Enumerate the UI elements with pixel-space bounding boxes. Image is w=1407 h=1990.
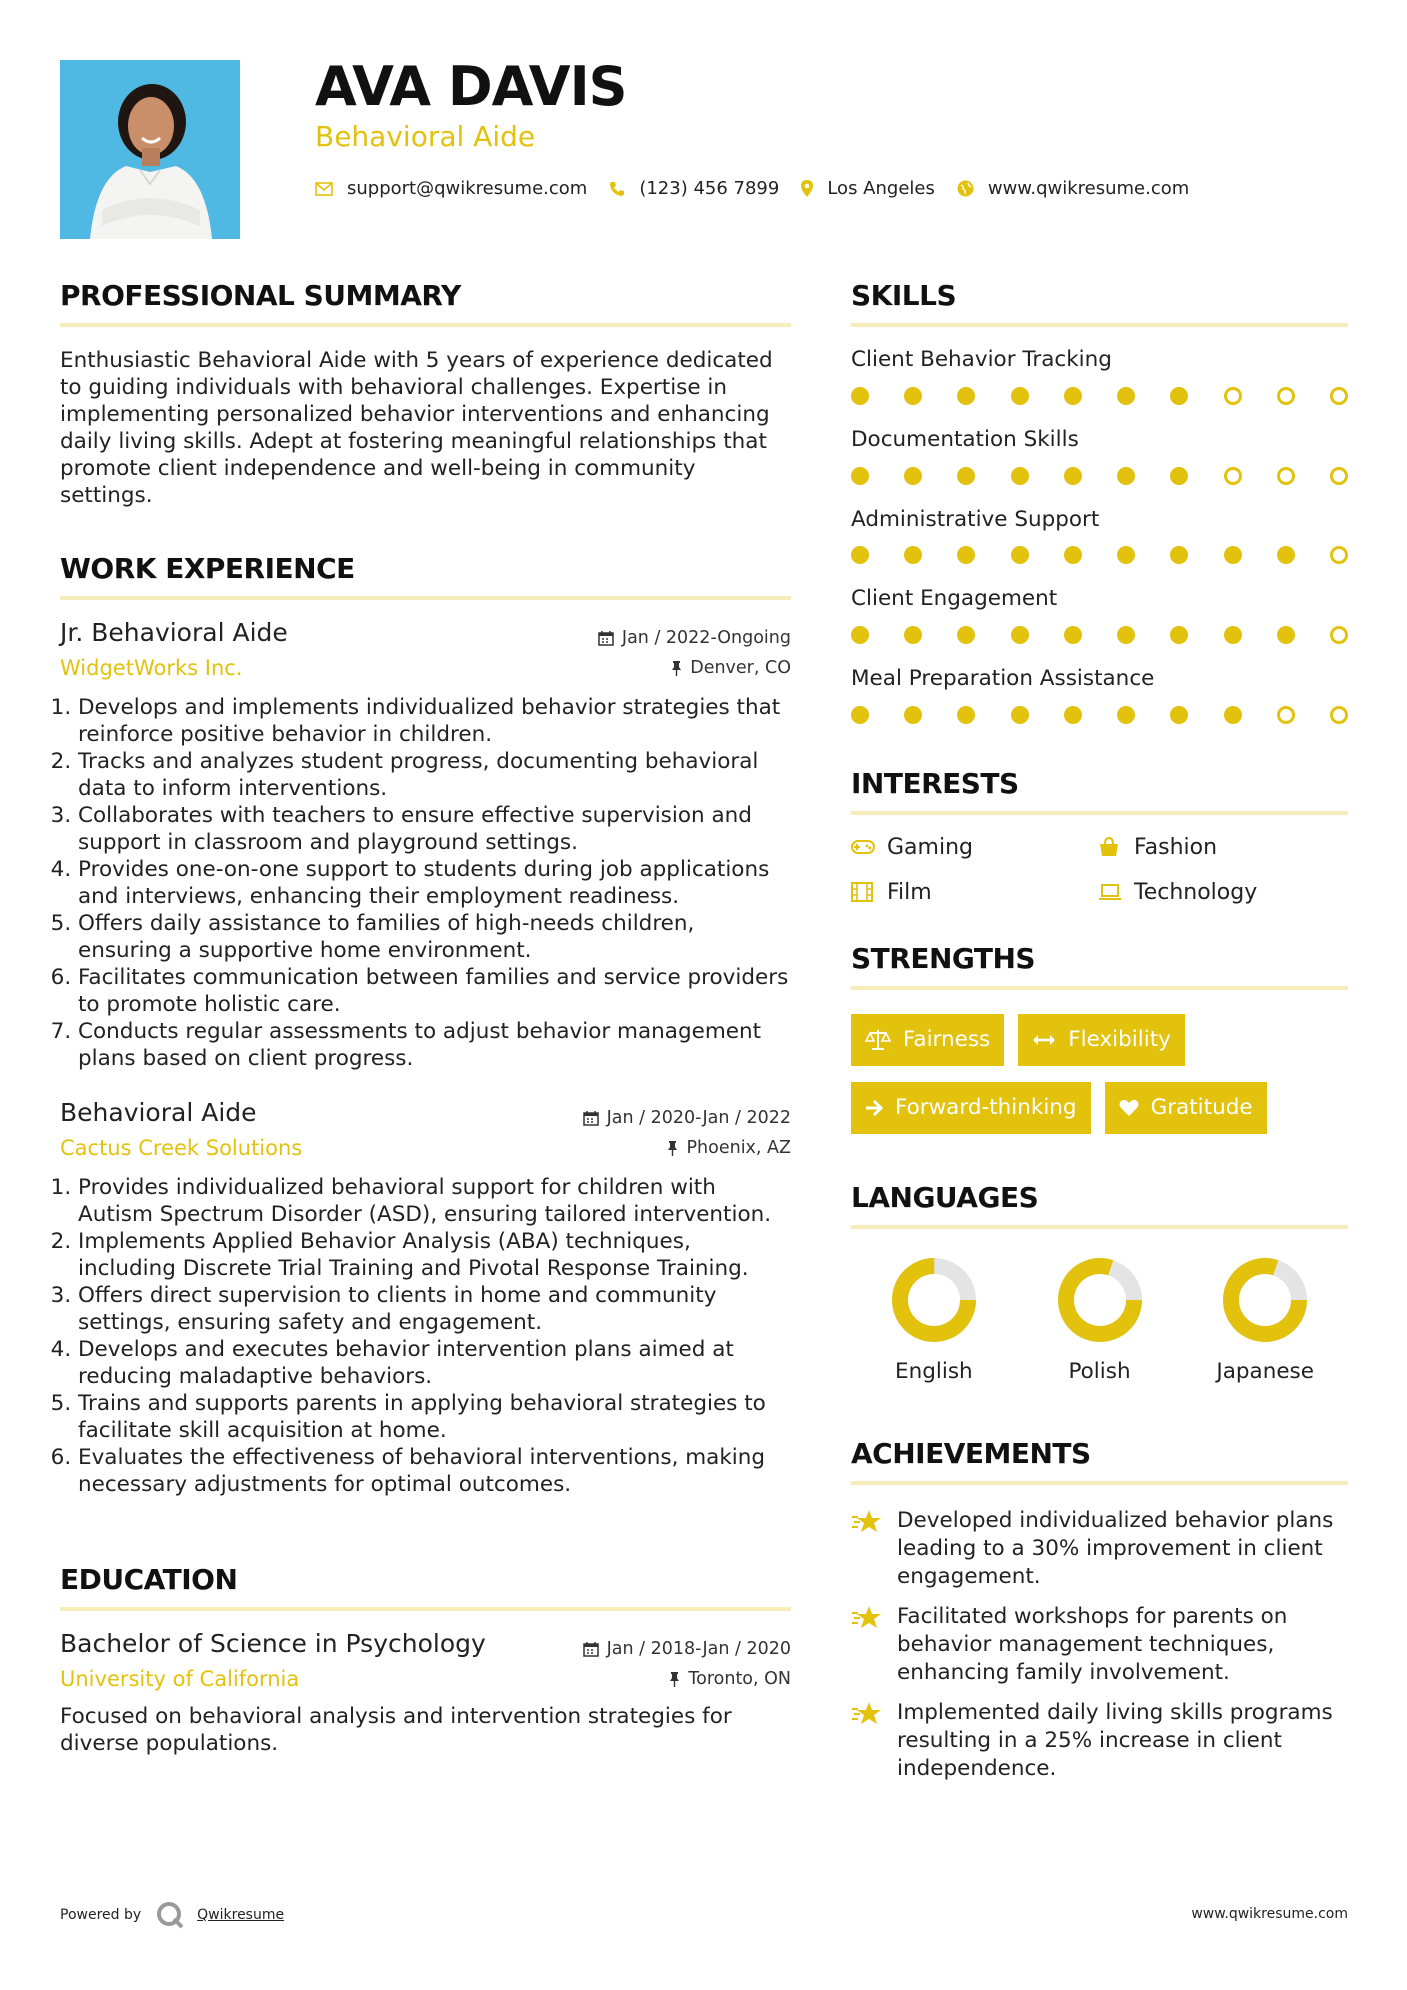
school-name: University of California [60, 1667, 300, 1691]
location-text: Los Angeles [827, 178, 935, 199]
pushpin-icon [671, 661, 682, 676]
achievements-list [851, 1507, 1348, 1783]
rating-dot-filled [957, 387, 975, 405]
rating-dot-filled [1011, 706, 1029, 724]
laptop-icon [1098, 884, 1134, 900]
rating-dot-filled [851, 706, 869, 724]
list-item: 6. Evaluates the effectiveness of behavioral interventions, making necessary adjustments for optimal outcomes. [78, 1444, 791, 1498]
language-donut [891, 1257, 977, 1343]
list-item: 3. Offers direct supervision to clients in home and community settings, ensuring safety and engagement. [78, 1282, 791, 1336]
strength-label: Flexibility [1068, 1027, 1171, 1053]
skills-list [851, 347, 1348, 724]
list-item: 1. Provides individualized behavioral support for children with Autism Spectrum Disorder (ASD), ensuring tailored intervention. [78, 1174, 791, 1228]
education-date-text: Jan / 2018-Jan / 2020 [606, 1639, 791, 1659]
skill-item [851, 507, 1348, 565]
skill-item [851, 427, 1348, 485]
globe-icon [957, 180, 974, 197]
rating-dot-empty [1330, 626, 1348, 644]
strength-tag [1105, 1082, 1267, 1134]
footer-powered-by [60, 1900, 284, 1930]
skill-rating [851, 546, 1348, 564]
list-item: 1. Develops and implements individualized behavior strategies that reinforce positive behavior in children. [78, 694, 791, 748]
pushpin-icon [667, 1141, 678, 1156]
rating-dot-filled [904, 546, 922, 564]
interest-label: Film [887, 879, 932, 905]
rating-dot-filled [1277, 626, 1295, 644]
interest-item [851, 880, 1098, 905]
contact-bar [315, 178, 1211, 199]
strength-tag [851, 1014, 1004, 1066]
interest-item [1098, 835, 1348, 860]
education-date [583, 1639, 791, 1659]
interest-item [851, 835, 1098, 860]
rating-dot-empty [1277, 467, 1295, 485]
skill-name: Client Behavior Tracking [851, 347, 1112, 372]
rating-dot-filled [1170, 626, 1188, 644]
footer-website[interactable]: www.qwikresume.com [1191, 1906, 1348, 1922]
rating-dot-filled [1117, 467, 1135, 485]
job-location [671, 658, 791, 678]
skill-name: Administrative Support [851, 506, 1100, 532]
skill-name: Client Engagement [851, 586, 1058, 612]
list-item: 3. Collaborates with teachers to ensure effective supervision and support in classroom and playground settings. [78, 802, 791, 856]
rating-dot-filled [1170, 467, 1188, 485]
skills-section [851, 270, 1348, 724]
strength-label: Gratitude [1150, 1095, 1253, 1121]
achievement-text: Facilitated workshops for parents on behavior management techniques, enhancing family involvement. [897, 1603, 1288, 1685]
rating-dot-filled [851, 467, 869, 485]
list-item: 5. Offers daily assistance to families of high-needs children, ensuring a supportive home environment. [78, 910, 791, 964]
strengths-heading: STRENGTHS [851, 941, 1036, 975]
rating-dot-filled [904, 706, 922, 724]
summary-heading: PROFESSIONAL SUMMARY [60, 279, 461, 312]
section-divider [60, 596, 791, 600]
envelope-icon [315, 182, 333, 196]
rating-dot-filled [851, 387, 869, 405]
rating-dot-empty [1224, 467, 1242, 485]
rating-dot-filled [957, 467, 975, 485]
language-name: Polish [1068, 1358, 1131, 1384]
rating-dot-filled [957, 626, 975, 644]
left-column [60, 270, 791, 1757]
skill-item [851, 586, 1348, 644]
job-entry [60, 618, 791, 1072]
rating-dot-filled [1064, 546, 1082, 564]
heart-icon [1119, 1099, 1139, 1117]
section-divider [60, 323, 791, 327]
interests-grid [851, 835, 1348, 905]
education-description: Focused on behavioral analysis and intervention strategies for diverse populations. [60, 1704, 732, 1756]
section-divider [60, 1607, 791, 1611]
achievement-item [851, 1603, 1348, 1687]
rating-dot-filled [851, 546, 869, 564]
experience-heading: WORK EXPERIENCE [60, 552, 355, 585]
skill-rating [851, 387, 1348, 405]
rating-dot-empty [1330, 387, 1348, 405]
email-text: support@qwikresume.com [347, 178, 588, 199]
candidate-title: Behavioral Aide [315, 120, 536, 153]
strength-tag [851, 1082, 1091, 1134]
map-pin-icon [801, 180, 813, 197]
list-item: 7. Conducts regular assessments to adjust behavior management plans based on client progress. [78, 1018, 791, 1072]
achievement-text: Developed individualized behavior plans leading to a 30% improvement in client engagement. [897, 1507, 1334, 1589]
job-bullets [60, 694, 791, 1072]
rating-dot-filled [1224, 706, 1242, 724]
language-donut [1222, 1257, 1308, 1343]
star-icon [851, 1699, 897, 1783]
contact-phone[interactable] [609, 178, 779, 199]
rating-dot-filled [1117, 546, 1135, 564]
list-item: 4. Provides one-on-one support to students during job applications and interviews, enhancing their employment readiness. [78, 856, 791, 910]
skill-rating [851, 706, 1348, 724]
candidate-name: AVA DAVIS [315, 55, 627, 118]
right-column [851, 270, 1348, 1795]
rating-dot-empty [1330, 467, 1348, 485]
interest-label: Technology [1134, 879, 1258, 905]
section-divider [851, 986, 1348, 990]
rating-dot-filled [1224, 626, 1242, 644]
achievement-item [851, 1507, 1348, 1591]
rating-dot-filled [1277, 546, 1295, 564]
section-divider [851, 811, 1348, 815]
rating-dot-filled [1170, 706, 1188, 724]
job-date [583, 1108, 791, 1128]
skill-name: Documentation Skills [851, 426, 1079, 452]
rating-dot-filled [1064, 706, 1082, 724]
website-text: www.qwikresume.com [987, 178, 1190, 199]
balance-scale-icon [865, 1029, 891, 1051]
rating-dot-empty [1277, 387, 1295, 405]
rating-dot-empty [1330, 546, 1348, 564]
section-divider [851, 1225, 1348, 1229]
star-icon [851, 1603, 897, 1687]
languages-heading: LANGUAGES [851, 1180, 1039, 1214]
strengths-tags [851, 1014, 1348, 1150]
skill-rating [851, 626, 1348, 644]
job-entry [60, 1098, 791, 1498]
arrows-horizontal-icon [1032, 1034, 1056, 1046]
languages-list [851, 1257, 1348, 1384]
strength-tag [1018, 1014, 1185, 1066]
list-item: 4. Develops and executes behavior intervention plans aimed at reducing maladaptive behaviors. [78, 1336, 791, 1390]
contact-email[interactable] [315, 178, 587, 199]
rating-dot-empty [1224, 387, 1242, 405]
job-location-text: Denver, CO [690, 658, 791, 678]
job-date [598, 628, 791, 648]
profile-photo [60, 60, 240, 239]
degree-title: Bachelor of Science in Psychology [60, 1629, 486, 1658]
education-location [669, 1669, 791, 1689]
rating-dot-filled [904, 626, 922, 644]
rating-dot-filled [851, 626, 869, 644]
summary-text: Enthusiastic Behavioral Aide with 5 years of experience dedicated to guiding individuals with behavioral challenges. Expertise in implementing personalized behavior interventions and enhancing daily living skills. Adept at fostering meaningful relationships that promote client independence and well-being in community settings. [60, 348, 773, 508]
shopping-bag-icon [1098, 837, 1134, 857]
skill-name: Meal Preparation Assistance [851, 666, 1155, 692]
section-divider [851, 1481, 1348, 1485]
list-item: 5. Trains and supports parents in applying behavioral strategies to facilitate skill acquisition at home. [78, 1390, 791, 1444]
rating-dot-filled [1170, 546, 1188, 564]
job-location [667, 1138, 791, 1158]
rating-dot-filled [957, 706, 975, 724]
interests-heading: INTERESTS [851, 766, 1019, 800]
arrow-right-icon [865, 1099, 883, 1117]
experience-section [60, 543, 791, 1498]
job-location-text: Phoenix, AZ [686, 1138, 791, 1158]
powered-by-text: Powered by [60, 1907, 142, 1923]
rating-dot-filled [1064, 626, 1082, 644]
pushpin-icon [669, 1672, 680, 1687]
education-section [60, 1554, 791, 1757]
job-title: Jr. Behavioral Aide [60, 618, 288, 647]
rating-dot-filled [1224, 546, 1242, 564]
achievements-heading: ACHIEVEMENTS [851, 1436, 1091, 1470]
language-item [1182, 1257, 1348, 1384]
calendar-icon [583, 1110, 599, 1126]
education-location-text: Toronto, ON [688, 1669, 791, 1689]
rating-dot-filled [1011, 387, 1029, 405]
summary-section [60, 270, 791, 509]
list-item: 2. Tracks and analyzes student progress, documenting behavioral data to inform interventions. [78, 748, 791, 802]
languages-section [851, 1172, 1348, 1384]
achievement-text: Implemented daily living skills programs resulting in a 25% increase in client independence. [897, 1699, 1333, 1781]
strength-label: Fairness [903, 1027, 991, 1053]
section-divider [851, 323, 1348, 327]
phone-icon [609, 181, 625, 197]
star-icon [851, 1507, 897, 1591]
rating-dot-filled [1011, 467, 1029, 485]
calendar-icon [598, 630, 614, 646]
achievement-item [851, 1699, 1348, 1783]
rating-dot-filled [904, 467, 922, 485]
rating-dot-filled [1117, 387, 1135, 405]
phone-text: (123) 456 7899 [639, 178, 780, 199]
rating-dot-filled [904, 387, 922, 405]
rating-dot-filled [1011, 626, 1029, 644]
job-title: Behavioral Aide [60, 1098, 257, 1127]
company-name: WidgetWorks Inc. [60, 656, 243, 680]
job-bullets [60, 1174, 791, 1498]
skill-item [851, 666, 1348, 724]
avatar [60, 60, 240, 239]
language-name: Japanese [1216, 1358, 1314, 1384]
rating-dot-filled [1170, 387, 1188, 405]
contact-location [801, 178, 935, 199]
rating-dot-filled [1011, 546, 1029, 564]
gamepad-icon [851, 840, 887, 854]
strengths-section [851, 933, 1348, 1150]
education-heading: EDUCATION [60, 1563, 238, 1596]
company-name: Cactus Creek Solutions [60, 1136, 303, 1160]
qwikresume-logo-icon [155, 1900, 185, 1930]
interests-section [851, 758, 1348, 905]
interest-item [1098, 880, 1348, 905]
brand-link[interactable]: Qwikresume [197, 1907, 285, 1923]
interest-label: Gaming [887, 834, 973, 860]
rating-dot-filled [957, 546, 975, 564]
contact-website[interactable] [957, 178, 1189, 199]
job-date-text: Jan / 2020-Jan / 2022 [606, 1108, 791, 1128]
skill-rating [851, 467, 1348, 485]
job-date-text: Jan / 2022-Ongoing [621, 628, 791, 648]
list-item: 2. Implements Applied Behavior Analysis (ABA) techniques, including Discrete Trial Training and Pivotal Response Training. [78, 1228, 791, 1282]
rating-dot-filled [1117, 626, 1135, 644]
achievements-section [851, 1428, 1348, 1783]
interest-label: Fashion [1134, 834, 1218, 860]
rating-dot-empty [1330, 706, 1348, 724]
rating-dot-filled [1064, 467, 1082, 485]
skills-heading: SKILLS [851, 279, 957, 312]
rating-dot-filled [1117, 706, 1135, 724]
strength-label: Forward-thinking [895, 1095, 1077, 1121]
rating-dot-empty [1277, 706, 1295, 724]
skill-item [851, 347, 1348, 405]
language-item [1017, 1257, 1183, 1384]
language-donut [1057, 1257, 1143, 1343]
film-icon [851, 882, 887, 902]
list-item: 6. Facilitates communication between families and service providers to promote holistic care. [78, 964, 791, 1018]
language-name: English [895, 1358, 973, 1384]
rating-dot-filled [1064, 387, 1082, 405]
calendar-icon [583, 1641, 599, 1657]
language-item [851, 1257, 1017, 1384]
